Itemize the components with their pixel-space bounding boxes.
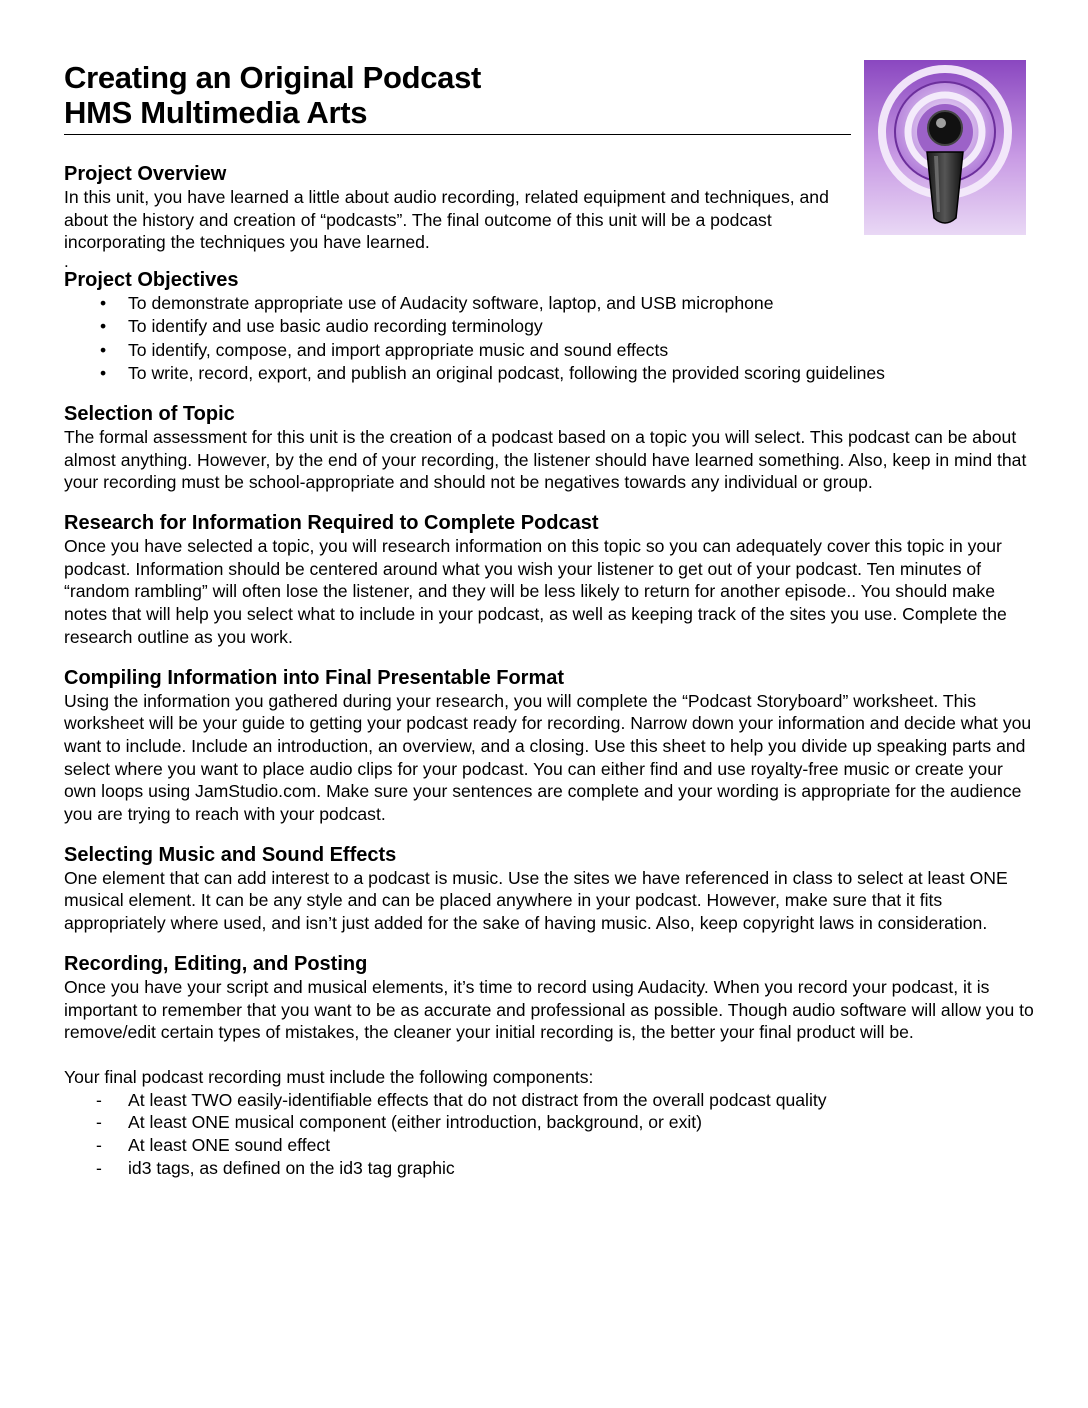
- list-item: • To write, record, export, and publish an original podcast, following the provided scoring guidelines: [64, 362, 1034, 385]
- section-body: Using the information you gathered during your research, you will complete the “Podcast Storyboard” worksheet. This worksheet will be your guide to getting your podcast ready for recording. Narrow down your information and decide what you want to include. Include an introduction, an overview, and a closing. Use this sheet to help you divide up speaking parts and select where you want to place audio clips for your podcast. You can either find and use royalty-free music or create your own loops using JamStudio.com. Make sure your sentences are complete and your wording is appropriate for the audience you are trying to reach with your podcast.: [64, 690, 1032, 825]
- section-recording: [64, 953, 1034, 1180]
- section-body: The formal assessment for this unit is the creation of a podcast based on a topic you will select. This podcast can be about almost anything. However, by the end of your recording, the listener should have learned something. Also, keep in mind that your recording must be school-appropriate and should not be negatives towards any individual or group.: [64, 426, 1027, 493]
- list-item: - id3 tags, as defined on the id3 tag graphic: [64, 1157, 1034, 1180]
- section-compiling: [64, 667, 1034, 826]
- section-body: In this unit, you have learned a little about audio recording, related equipment and techniques, and about the history and creation of “podcasts”. The final outcome of this unit will be a podcast incorporating the techniques you have learned.: [64, 187, 829, 253]
- section-body: Once you have selected a topic, you will research information on this topic so you can adequately cover this topic in your podcast. Information should be centered around what you wish your listener to get out of your podcast. Ten minutes of “random rambling” will often lose the listener, and they will be less likely to return for another episode.. You should make notes that will help you select what to include in your podcast, as well as keeping track of the sites you use. Complete the research outline as you work.: [64, 536, 1007, 647]
- list-item: • To identify and use basic audio recording terminology: [64, 315, 1034, 338]
- spacer: [64, 1044, 1034, 1066]
- section-heading: Compiling Information into Final Presentable Format: [64, 666, 565, 689]
- list-item: - At least ONE musical component (either introduction, background, or exit): [64, 1111, 1034, 1134]
- section-project-objectives: [64, 269, 1034, 385]
- section-heading: Selection of Topic: [64, 402, 235, 425]
- section-heading: Research for Information Required to Complete Podcast: [64, 512, 599, 535]
- document-body: [64, 60, 1034, 1180]
- list-item: • To identify, compose, and import appropriate music and sound effects: [64, 339, 1034, 362]
- section-selection-of-topic: [64, 403, 1034, 494]
- list-item: - At least TWO easily-identifiable effects that do not distract from the overall podcast quality: [64, 1089, 1034, 1112]
- section-project-overview: [64, 163, 1034, 272]
- components-list: [64, 1089, 1034, 1180]
- title-block: [64, 60, 851, 135]
- list-item: • To demonstrate appropriate use of Audacity software, laptop, and USB microphone: [64, 292, 1034, 315]
- page-subtitle: HMS Multimedia Arts: [64, 95, 368, 130]
- stray-dot: .: [64, 252, 69, 272]
- section-body: One element that can add interest to a podcast is music. Use the sites we have referenced in class to select at least ONE musical element. It can be any style and can be placed anywhere in your podcast. However, make sure that it fits appropriately where used, and isn’t just added for the sake of having music. Also, keep copyright laws in consideration.: [64, 867, 1008, 934]
- section-heading: Selecting Music and Sound Effects: [64, 843, 397, 866]
- page-title: Creating an Original Podcast: [64, 60, 482, 95]
- section-heading: Recording, Editing, and Posting: [64, 952, 368, 975]
- section-heading: Project Overview: [64, 163, 227, 185]
- section-heading: Project Objectives: [64, 269, 239, 292]
- objectives-list: [64, 292, 1034, 385]
- section-music: [64, 844, 1034, 935]
- components-intro: Your final podcast recording must include the following components:: [64, 1066, 594, 1087]
- section-body: Once you have your script and musical elements, it’s time to record using Audacity. When you record your podcast, it is important to remember that you want to be as accurate and professional as possible. Though audio software will allow you to remove/edit certain types of mistakes, the cleaner your initial recording is, the better your final product will be.: [64, 976, 1034, 1043]
- section-research: [64, 512, 1034, 649]
- list-item: - At least ONE sound effect: [64, 1134, 1034, 1157]
